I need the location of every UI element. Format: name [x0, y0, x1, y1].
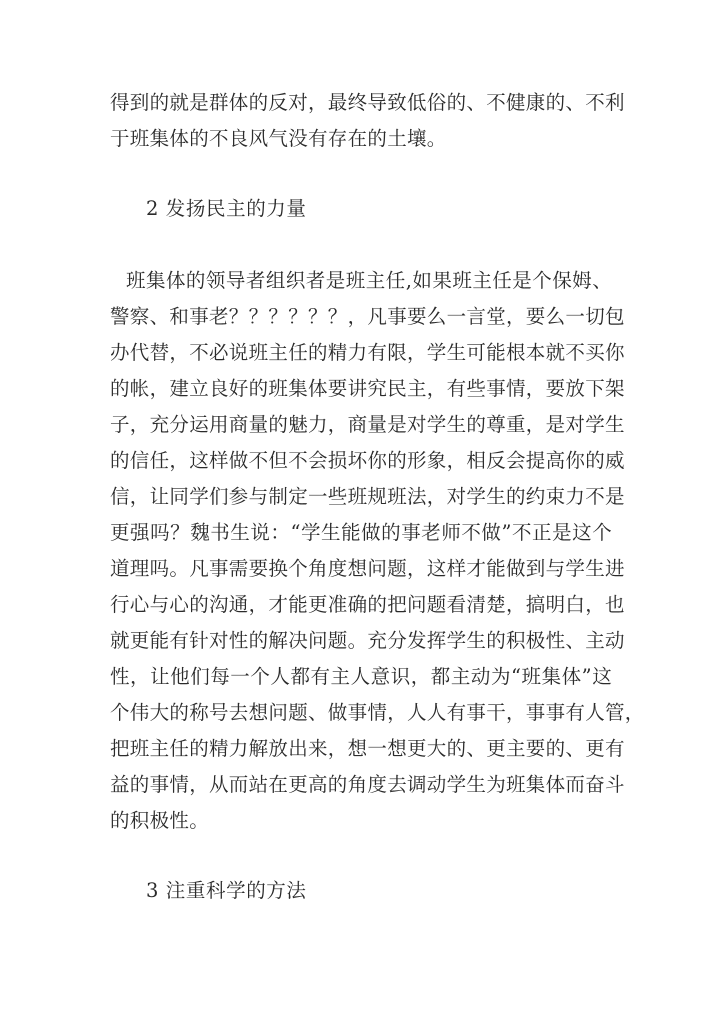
paragraph-line: 益的事情，从而站在更高的角度去调动学生为班集体而奋斗: [110, 773, 625, 796]
paragraph-line: 子，充分运用商量的魅力，商量是对学生的尊重，是对学生: [110, 413, 625, 436]
paragraph-line: 行心与心的沟通，才能更准确的把问题看清楚，搞明白，也: [110, 593, 625, 616]
section-heading-3: 3 注重科学的方法: [146, 879, 307, 902]
paragraph-line: 得到的就是群体的反对，最终导致低俗的、不健康的、不利: [110, 91, 625, 114]
paragraph-line: 警察、和事老？？？？？？，凡事要么一言堂，要么一切包: [110, 305, 625, 328]
paragraph-line: 班集体的领导者组织者是班主任,如果班主任是个保姆、: [126, 269, 612, 292]
paragraph-line: 的信任，这样做不但不会损坏你的形象，相反会提高你的威: [110, 449, 625, 472]
paragraph-line: 信，让同学们参与制定一些班规班法，对学生的约束力不是: [110, 485, 625, 508]
paragraph-line: 的帐，建立良好的班集体要讲究民主，有些事情，要放下架: [110, 377, 625, 400]
paragraph-line: 道理吗。凡事需要换个角度想问题，这样才能做到与学生进: [110, 557, 625, 580]
paragraph-line: 办代替，不必说班主任的精力有限，学生可能根本就不买你: [110, 341, 625, 364]
paragraph-line: 的积极性。: [110, 809, 210, 832]
paragraph-line: 性，让他们每一个人都有主人意识，都主动为“班集体”这: [110, 665, 612, 688]
paragraph-line: 就更能有针对性的解决问题。充分发挥学生的积极性、主动: [110, 629, 625, 652]
paragraph-line: 更强吗？魏书生说：“学生能做的事老师不做”不正是这个: [110, 521, 612, 544]
paragraph-line: 把班主任的精力解放出来，想一想更大的、更主要的、更有: [110, 737, 625, 760]
paragraph-line: 个伟大的称号去想问题、做事情，人人有事干，事事有人管，: [110, 701, 645, 724]
paragraph-line: 于班集体的不良风气没有存在的土壤。: [110, 127, 447, 150]
section-heading-2: 2 发扬民主的力量: [146, 197, 307, 220]
